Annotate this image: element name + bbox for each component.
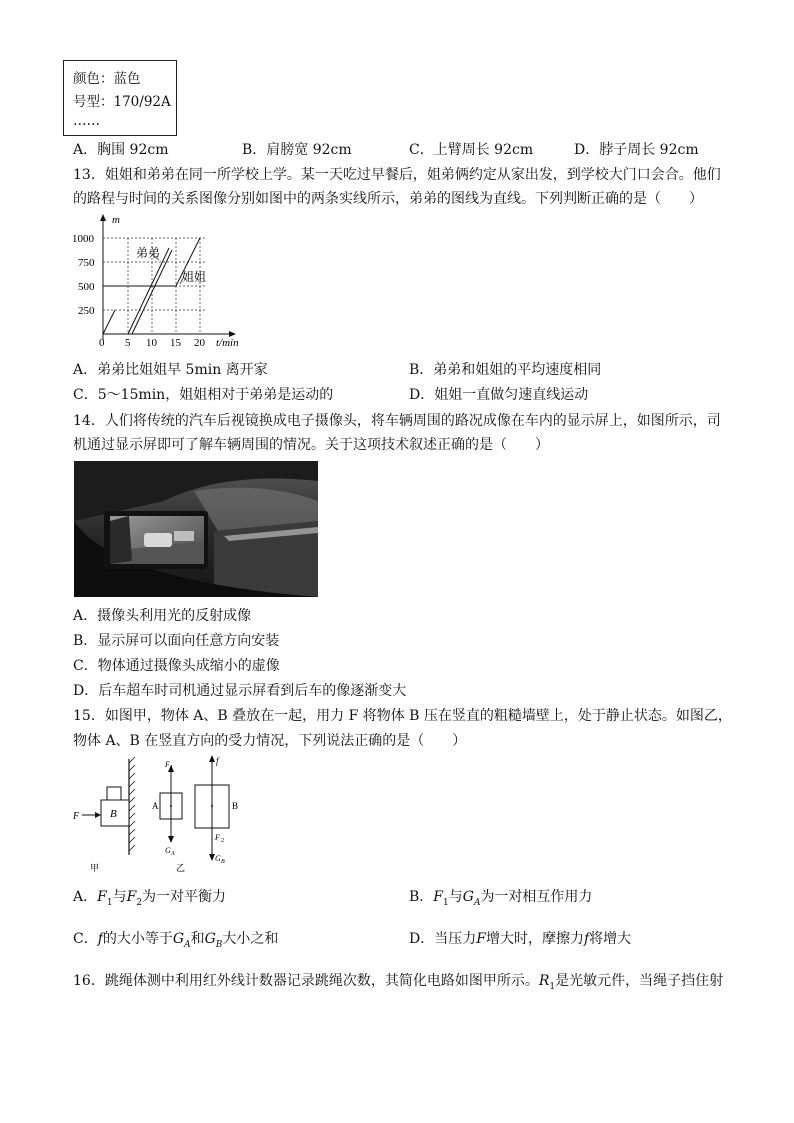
force-F-label: F <box>73 811 80 822</box>
q15-stem-line2: 物体 A、B 在竖直方向的受力情况，下列说法正确的是（ ） <box>73 733 467 749</box>
x-tick-0: 0 <box>99 337 105 349</box>
y-tick-500: 500 <box>78 281 95 293</box>
q14-stem-line2: 机通过显示屏即可了解车辆周围的情况。关于这项技术叙述正确的是（ ） <box>73 437 549 453</box>
q13-option-a: A．弟弟比姐姐早 5min 离开家 <box>73 362 268 378</box>
q15-option-c: C．f的大小等于$G_A$和$G_B$大小之和 <box>73 931 279 950</box>
q13-stem-line2: 的路程与时间的关系图像分别如图中的两条实线所示，弟弟的图线为直线。下列判断正确的是（ ） <box>73 191 703 207</box>
brother-label: 弟弟 <box>136 246 161 260</box>
label-yi: 乙 <box>176 863 186 873</box>
q12-option-c: C．上臂周长 92cm <box>409 142 534 158</box>
fbd-label-f1: F <box>165 760 170 769</box>
q13-option-c: C．5～15min，姐姐相对于弟弟是运动的 <box>73 387 334 403</box>
q12-option-d: D．脖子周长 92cm <box>574 142 699 158</box>
x-tick-10: 10 <box>146 337 157 349</box>
q14-option-c: C．物体通过摄像头成缩小的虚像 <box>73 658 280 674</box>
label-color-line: 颜色：蓝色 <box>73 71 141 87</box>
sister-line <box>103 310 115 334</box>
brother-line <box>128 248 169 334</box>
q15-stem-line1: 15．如图甲，物体 A、B 叠放在一起，用力 F 将物体 B 压在竖直的粗糙墙壁上，处于静止状态。如图乙， <box>73 708 732 724</box>
fbd-label-gb: G <box>215 854 221 863</box>
q14-option-a: A．摄像头利用光的反射成像 <box>73 608 252 624</box>
y-axis-arrow <box>100 214 106 221</box>
x-tick-20: 20 <box>194 337 205 349</box>
q13-option-d: D．姐姐一直做匀速直线运动 <box>409 387 589 403</box>
x-unit-label: t/min <box>216 337 239 349</box>
q14-stem-line1: 14．人们将传统的汽车后视镜换成电子摄像头，将车辆周围的路况成像在车内的显示屏上，如图所示，司 <box>73 413 721 429</box>
q12-option-b: B．肩膀宽 92cm <box>242 142 352 158</box>
q13-stem-line1: 13．姐姐和弟弟在同一所学校上学。某一天吃过早餐后，姐弟俩约定从家出发，到学校大门口会合。他们 <box>73 167 721 183</box>
y-tick-1000: 1000 <box>72 233 94 245</box>
label-more-line: …… <box>73 113 100 129</box>
q15-option-b: B．$F_1$与$G_A$为一对相互作用力 <box>409 889 593 908</box>
fbd-label-f1-sub: 1 <box>170 765 173 771</box>
q16-stem: 16．跳绳体测中利用红外线计数器记录跳绳次数，其简化电路如图甲所示。$R_1$是光敏元件，当绳子挡住射 <box>73 973 724 992</box>
wall-hatching <box>129 757 135 851</box>
block-b-letter: B <box>110 808 117 820</box>
y-tick-750: 750 <box>78 257 95 269</box>
fbd-label-ga: G <box>165 846 171 855</box>
fbd-label-f: f <box>216 756 219 766</box>
q15-option-a: A．$F_1$与$F_2$为一对平衡力 <box>73 889 227 908</box>
q13-distance-time-graph <box>66 212 246 354</box>
y-unit-label: m <box>112 214 120 226</box>
fbd-label-a: A <box>152 801 159 811</box>
sister-label: 姐姐 <box>182 270 207 284</box>
q13-option-b: B．弟弟和姐姐的平均速度相同 <box>409 362 602 378</box>
x-tick-5: 5 <box>125 337 131 349</box>
fbd-label-b: B <box>232 801 239 811</box>
q14-option-b: B．显示屏可以面向任意方向安装 <box>73 633 280 649</box>
label-jia: 甲 <box>90 863 100 873</box>
fbd-label-ga-sub: A <box>171 851 175 857</box>
clothing-label-card <box>63 60 177 136</box>
block-a <box>107 787 121 800</box>
q15-option-d: D．当压力F增大时，摩擦力f将增大 <box>409 931 632 947</box>
fbd-label-gb-sub: B <box>221 859 225 865</box>
car-display-photo <box>74 461 318 597</box>
x-tick-15: 15 <box>170 337 181 349</box>
q14-option-d: D．后车超车时司机通过显示屏看到后车的像逐渐变大 <box>73 683 407 699</box>
y-tick-250: 250 <box>78 305 95 317</box>
q15-force-diagram <box>66 755 246 877</box>
label-size-line: 号型：170/92A <box>73 94 171 110</box>
q12-option-a: A．胸围 92cm <box>73 142 169 158</box>
fbd-label-f2-sub: 2 <box>221 838 224 844</box>
fbd-label-f2: F <box>215 833 220 842</box>
